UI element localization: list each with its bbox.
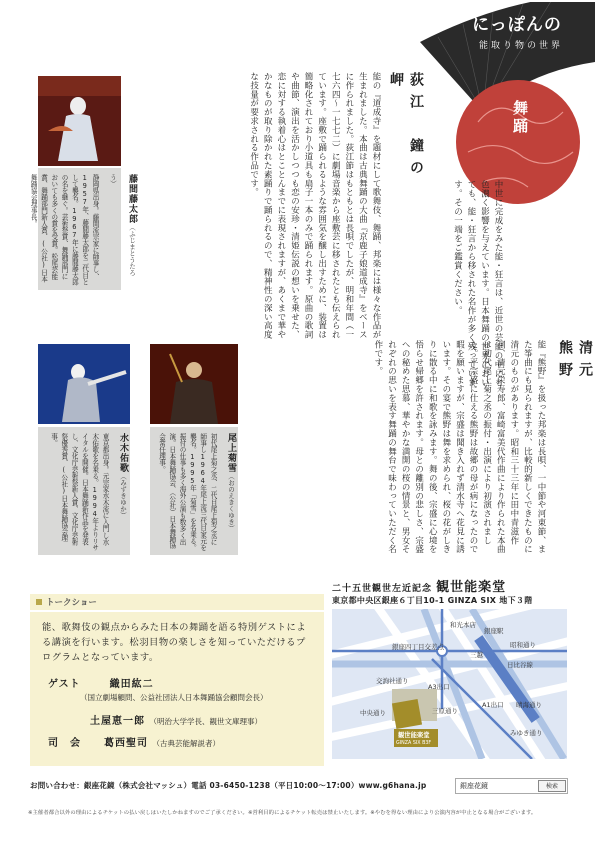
talk-guest-row-1: ゲスト 織田紘二 <box>48 679 154 690</box>
performer-bio-onoe: 初代尾上菊之丞、二代目尾上菊之丞に師事し1964年尾上流三代目家元を襲名。1995年「菊雪」を名乗る。振付の仕事も多く海外公演も数多く出演。日本舞踊協会、（公社）日本舞踊協会常任理事。 <box>157 433 217 551</box>
map-label-miyuki: みゆき通り <box>510 729 543 737</box>
guest-role-2: （明治大学学長、観世文庫理事） <box>149 717 262 726</box>
talk-guest-row-2 <box>90 712 262 727</box>
koto-title: 荻江 鐘の岬 <box>388 72 424 182</box>
map-label-kojun: 交詢社通り <box>376 677 409 685</box>
venue-title: 二十五世観世左近記念 観世能楽堂 <box>332 580 507 595</box>
map-label-a3: A3出口 <box>428 683 450 691</box>
host-role: （古典芸能解説者） <box>152 739 220 748</box>
footnote: ※主催者都合以外の理由によるチケットの払い戻しはいたしかねますのでご了承ください。※営利目的によるチケット転売は禁止いたします。※やむを得ない理由により公演内容が中止となる場合がございます。 <box>28 810 537 816</box>
map-label-wako: 和光本店 <box>450 621 476 629</box>
talk-box <box>30 612 324 766</box>
intro-text: 中世に完成をみた能・狂言は、近世の芸能の中にも色濃く影響を与えています。日本舞踊の世界においても、能・狂言から移された名作が多く残っています。その一端をご鑑賞ください。 <box>452 180 503 387</box>
map-label-higashi: 晴海通り <box>516 701 542 709</box>
kiyomoto-title: 清元 熊野 <box>557 340 593 406</box>
map-label-sanei: 三原通り <box>432 707 458 715</box>
talk-host-row: 司 会 葛西聖司 （古典芸能解説者） <box>48 738 220 749</box>
map-venue-label: 観世能楽堂 <box>398 732 430 739</box>
contact-info: お問い合わせ：銀座花鏡（株式会社マッシュ）電話 03-6450-1238（平日10:00〜17:00）www.g6hana.jp <box>30 781 427 790</box>
guest-name-1: 織田紘二 <box>109 679 154 690</box>
map-label-a1: A1出口 <box>482 701 504 709</box>
search-input[interactable]: 銀座花鏡 <box>455 778 568 794</box>
koto-body: 能の『道成寺』を題材にして歌舞伎、舞踊、邦楽には様々な作品が生まれました。本曲は古典舞踊の大曲『京鹿子娘道成寺』をベースに作られました。荻江節はもともとは長唄でしたが、明和年間（一七六四〜一七七二）に劇場音楽から座敷芸に移されたとも伝えられています。座敷で踊られるような雰囲気を醸し出すために、装置は簡略化されており小道具も扇子一本のみで踊られます。原曲の歌詞や曲節、演出を活かしつつも恋の安珍・清姫伝説の想いを乗せた、恋に対する執着心はとことんまでに表現されますが、あくまで華やかなものが取り除かれた素踊りで踊られるので、精神性の深い高度な技量が要求される作品です。 <box>248 72 381 339</box>
performer-caption-onoe: 尾上菊雪（おのえきくゆき） 初代尾上菊之丞、二代目尾上菊之丞に師事し1964年尾上流三代目家元を襲名。1995年「菊雪」を名乗る。振付の仕事も多く海外公演も数多く出演。日本舞踊協会、（公社）日本舞踊協会常任理事。 <box>150 427 238 555</box>
map-label-mitsukoshi: 三越 <box>470 651 483 659</box>
performer-photo-fujima <box>38 76 121 166</box>
venue-address: 東京都中央区銀座６丁目10-1 GINZA SIX 地下３階 <box>332 596 533 605</box>
performer-bio-fujima: 静岡県出身。藤間流宗家に師事し、1957年、藤間藤太郎を二代目として襲名。1967年に藤間藤太郎の名を継ぐ。芸術祭賞、舞踊部門においても多くの賞を受賞。松尾芸能賞、舞踊部門新人賞、(公社)日本舞踊協会理事長。 <box>29 174 99 286</box>
map-label-chuo: 中央通り <box>360 709 386 717</box>
performer-caption-fujima: 藤間藤太郎（ふじまとうたろう） 静岡県出身。藤間流宗家に師事し、1957年、藤間藤太郎を二代目として襲名。1967年に藤間藤太郎の名を継ぐ。芸術祭賞、舞踊部門においても多くの賞を受賞。松尾芸能賞、舞踊部門新人賞、(公社)日本舞踊協会理事長。 <box>38 168 121 290</box>
search-button[interactable]: 検索 <box>538 780 566 792</box>
map-label-showa: 昭和通り <box>510 641 536 649</box>
guest-name-2: 土屋恵一郎 <box>90 716 145 727</box>
venue-map <box>332 609 567 759</box>
map-label-ginza-sta: 銀座駅 <box>484 627 504 635</box>
venue-name: 観世能楽堂 <box>436 580 507 595</box>
map-label-crossing: 銀座四丁目交差点 <box>392 643 444 651</box>
talk-description: 能、歌舞伎の観点からみた日本の舞踊を語る特別ゲストによる講演を行います。松羽目物の楽しさを知っていただけるプログラムとなっています。 <box>42 622 307 663</box>
map-label-nikko: 日比谷線 <box>507 661 533 669</box>
performer-photo-mizuki <box>38 344 130 424</box>
kiyomoto-body: 能『熊野』を扱った邦楽は長唄、一中節や河東節、また筝曲にも見られますが、比較的新しくできたものに清元のものがあります。昭和三十三年に田中青滋作詞、清元栄寿郎、富崎富美代作曲により作られた本曲は初代尾上菊之丞の振付・出演により初演されました。平宗盛に仕える熊野は故郷の母が病になったので暇を願いますが、宗盛は聞き入れず清水寺へ花見に誘います。その宴で熊野は舞を求められ、桜の花がしきりに散る中に和歌を詠みます。舞の後、宗盛に心境を悟らせ帰郷を許されます。母との離別の悲しさ、宗盛への秘めた思慕、華やかな満開の桜の情景と、男女それぞれの思いを表す舞踊の舞台で味わっていただく名作です。 <box>372 340 546 554</box>
talk-header: トークショー <box>30 594 324 610</box>
page-subtitle: 能取り物の世界 <box>478 41 563 51</box>
performer-bio-mizuki: 東京都出身。元宗家水木流に入門し水木佑歌を名乗る。1994年よりリサイタルを開催。日本舞踊新作品を発表し、文化庁芸術祭新人賞、文化庁芸術祭優秀賞、(公社)日本舞踊協会理事。 <box>49 433 109 551</box>
page-title: にっぽんの <box>472 15 562 35</box>
page-title-dance: 舞踊 <box>511 100 529 136</box>
performer-caption-mizuki: 水木佑歌（みずきゆか） 東京都出身。元宗家水木流に入門し水木佑歌を名乗る。1994年よりリサイタルを開催。日本舞踊新作品を発表し、文化庁芸術祭新人賞、文化庁芸術祭優秀賞、(公社)日本舞踊協会理事。 <box>38 427 130 555</box>
host-name: 葛西聖司 <box>103 738 148 749</box>
performer-photo-onoe <box>150 344 238 424</box>
guest-role-1: （国立劇場顧問、公益社団法人日本舞踊協会顧問会長） <box>80 693 268 702</box>
map-venue-sublabel: GINZA SIX B3F <box>396 741 432 746</box>
